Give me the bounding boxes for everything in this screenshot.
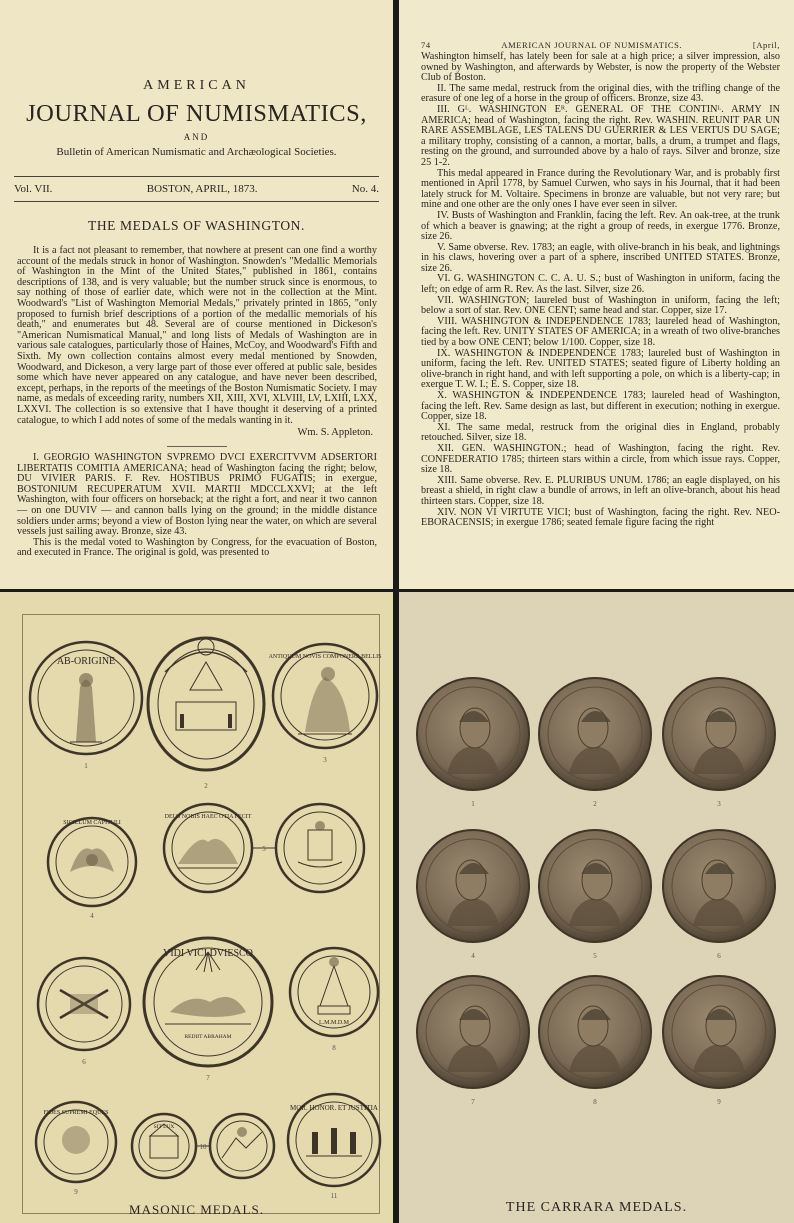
legend-ab-origine: AB-ORIGINE bbox=[56, 656, 116, 667]
paragraph-14: XIV. NON VI VIRTUTE VICI; bust of Washington, facing the right. Rev. NEO-EBORACENSIS; in exergue 1786; seated female figure facing the right bbox=[421, 506, 780, 529]
carrara-number-7: 7 bbox=[471, 1098, 475, 1106]
number-5: 5 bbox=[262, 845, 266, 853]
article-title: THE MEDALS OF WASHINGTON. bbox=[87, 218, 305, 233]
carrara-number-6: 6 bbox=[717, 952, 721, 960]
medal-10b bbox=[210, 1114, 274, 1178]
paragraph-1: II. The same medal, restruck from the original dies, with the trifling change of the erasure of one leg of a horse in the group of officers. Bronze, size 43. bbox=[421, 82, 780, 105]
carrara-medals-plate bbox=[399, 592, 794, 1223]
carrara-number-4: 4 bbox=[471, 952, 475, 960]
carrara-medal-5 bbox=[539, 830, 651, 942]
running-head bbox=[421, 40, 780, 50]
paragraph-7: VII. WASHINGTON; laureled bust of Washington in uniform, facing the left; below a sort of star. Rev. ONE CENT; same head and star. Copper, size 17. bbox=[421, 294, 780, 317]
article-body bbox=[17, 246, 377, 559]
carrara-number-2: 2 bbox=[593, 800, 597, 808]
journal-page-74 bbox=[399, 0, 794, 589]
carrara-medal-3 bbox=[663, 678, 775, 790]
paragraph-5: V. Same obverse. Rev. 1783; an eagle, with olive-branch in his beak, and lightnings in his claws, hovering over a part of a sphere, inscribed UNITED STATES. Bronze, size 26. bbox=[421, 241, 780, 274]
page-number: 74 bbox=[421, 40, 431, 50]
paragraph-10: X. WASHINGTON & INDEPENDENCE 1783; laureled head of Washington, facing the left. Rev. Same design as last, but different in execution; nothing in exergue. Copper, size 18. bbox=[421, 390, 780, 423]
paragraph-11: XI. The same medal, restruck from the original dies in England, probably retouched. Silver, size 18. bbox=[421, 421, 780, 444]
legend-antiquum: ANTIQUUM NOVIS COMPONERE BELLIS bbox=[268, 654, 382, 660]
carrara-number-3: 3 bbox=[717, 800, 721, 808]
issue-line bbox=[14, 183, 379, 195]
number-8: 8 bbox=[332, 1044, 336, 1052]
intro-paragraph: It is a fact not pleasant to remember, that nowhere at present can one find a worthy account of the medals struck in honor of Washington. Snowden's "Medallic Memorials of Washington in the Mint of the United States," published in 1861, contains descriptions of 138, and is very valuable; but the number struck since is enormous, to say nothing of those of earlier date, which were not in the collection at the Mint. Woodward's "List of Washington Memorial Medals," privately printed in 1865, "only proposed to furnish brief descriptions of a portion of the medallic memorials of his death," and enumerates but 48. Several are of course mentioned in Dickeson's "American Numismatical Manual," and long lists of Medals of Washington are in various sale catalogues, particularly those of Haines, McCoy, and Woodward's Fifth and Sixth. My own collection contains almost every medal mentioned by Snowden, Woodward, and Dickeson, a very large part of those ever offered at public sale, besides some which have never appeared on any catalogue, and have never been described, except, perhaps, in the reports of the meetings of the Boston Numismatic Society. I may name, as medals of exceeding rarity, numbers XII, XIII, XVI, XLVIII, LV, LXIII, LXX, LXXVI. The collection is so extensive that I have thought it deserving of a printed catalogue, to which I add notes of some of the medals wanting in it. bbox=[17, 245, 377, 426]
number-11: 11 bbox=[330, 1192, 338, 1200]
carrara-medal-1 bbox=[417, 678, 529, 790]
carrara-number-5: 5 bbox=[593, 952, 597, 960]
paragraph-3: This medal appeared in France during the Revolutionary War, and is probably first mentioned in April 1778, by Samuel Curwen, who says in his Journal, that it had been lately struck for M. Voltaire. Specimens in bronze are valuable, but not very rare; but mine and one other are the only ones I have ever seen in silver. bbox=[421, 167, 780, 211]
divider bbox=[14, 176, 379, 177]
short-rule bbox=[167, 446, 227, 447]
running-head-right: [April, bbox=[752, 40, 780, 50]
carrara-number-8: 8 bbox=[593, 1098, 597, 1106]
legend-fides: FIDES SUPREMI EQUES bbox=[43, 1110, 109, 1116]
place-date: BOSTON, APRIL, 1873. bbox=[146, 183, 258, 195]
paragraph-12: XII. GEN. WASHINGTON.; head of Washington, facing the right. Rev. CONFEDERATIO 1785; thirteen stars within a circle, from which issue rays. Copper, size 18. bbox=[421, 442, 780, 476]
carrara-medal-6 bbox=[663, 830, 775, 942]
paragraph-6: VI. G. WASHINGTON C. C. A. U. S.; bust of Washington in uniform, facing the left; on edge of arm R. Rev. As the last. Silver, size 26. bbox=[421, 273, 780, 296]
item-I-continued: This is the medal voted to Washington by Congress, for the evacuation of Boston, and executed in France. The original is gold, was presented to bbox=[17, 536, 377, 559]
medal-7-left bbox=[38, 958, 130, 1050]
carrara-medal-4 bbox=[417, 830, 529, 942]
volume: Vol. VII. bbox=[14, 183, 53, 195]
legend-mor-honor: MOR. HONOR. ET JUSTITIA bbox=[290, 1104, 378, 1112]
issue-number: No. 4. bbox=[351, 183, 379, 195]
medal-4 bbox=[48, 818, 136, 906]
carrara-medals-drawing bbox=[399, 592, 794, 1223]
paragraph-4: IV. Busts of Washington and Franklin, facing the left. Rev. An oak-tree, at the trunk of which a beaver is gnawing; at the right a group of reeds, in exergue 1776. Bronze, size 26. bbox=[421, 209, 780, 243]
signature: Wm. S. Appleton. bbox=[297, 427, 373, 439]
masonic-medals-drawing bbox=[0, 592, 393, 1223]
legend-sit-lux: SIT LUX bbox=[153, 1124, 175, 1130]
masonic-caption: MASONIC MEDALS. bbox=[129, 1202, 264, 1217]
carrara-number-9: 9 bbox=[717, 1098, 721, 1106]
legend-sigillum: SIGILLUM CAPITULI bbox=[63, 820, 121, 826]
carrara-medal-2 bbox=[539, 678, 651, 790]
number-3: 3 bbox=[323, 756, 327, 764]
medal-7-exergue: REDIIT ABRAHAM bbox=[184, 1034, 232, 1040]
journal-front-page bbox=[0, 0, 393, 589]
paragraph-9: IX. WASHINGTON & INDEPENDENCE 1783; laureled bust of Washington in uniform, facing the left. Rev. UNITED STATES; seated figure of Liberty holding an olive-branch in right hand, and with left supporting a pole, on which is a liberty-cap; in exergue T. W. I.; E. S. Copper, size 18. bbox=[421, 347, 780, 391]
carrara-number-1: 1 bbox=[471, 800, 475, 808]
number-10: 10 bbox=[199, 1143, 207, 1151]
carrara-medal-9 bbox=[663, 976, 775, 1088]
divider bbox=[14, 201, 379, 202]
carrara-medal-8 bbox=[539, 976, 651, 1088]
number-7: 7 bbox=[206, 1074, 210, 1082]
masthead-subtitle: Bulletin of American Numismatic and Archæological Societies. bbox=[56, 146, 337, 158]
running-head-title: AMERICAN JOURNAL OF NUMISMATICS. bbox=[501, 40, 683, 50]
number-6: 6 bbox=[82, 1058, 86, 1066]
item-I: I. GEORGIO WASHINGTON SVPREMO DVCI EXERCITVVM ADSERTORI LIBERTATIS COMITIA AMERICANA; head of Washington facing the right; below, DU VIVIER PARIS. F. Rev. HOSTIBUS PRIMO FUGATIS; in exergue, BOSTONIUM RECUPERATUM XVII. MARTII MDCCLXXVI; at the left Washington, with four officers on horseback; at the right a fort, and near it two cannon — on one DUVIV — and cannon balls lying on the ground; in the middle distance soldiers under arms; beyond a view of Boston lying near the water, on which are several vessels just sailing away. Bronze, size 43. bbox=[17, 452, 377, 538]
masonic-medals-plate bbox=[0, 592, 393, 1223]
paragraph-0: Washington himself, has lately been for sale at a high price; a silver impression, also owned by Washington, and afterwards by Webster, is now the property of the Webster Club of Boston. bbox=[421, 51, 780, 84]
masthead-line1: AMERICAN bbox=[143, 78, 250, 93]
legend-vidi: VIDI VICI DVIESCO bbox=[163, 948, 253, 959]
number-9: 9 bbox=[74, 1188, 78, 1196]
number-1: 1 bbox=[84, 762, 88, 770]
number-4: 4 bbox=[90, 912, 94, 920]
carrara-caption: THE CARRARA MEDALS. bbox=[505, 1200, 688, 1215]
number-2: 2 bbox=[204, 782, 208, 790]
medal-2 bbox=[148, 638, 264, 770]
paragraph-8: VIII. WASHINGTON & INDEPENDENCE 1783; laureled head of Washington, facing the left. Rev. UNITY STATES OF AMERICA; in a wreath of two olive-branches tied by a bow ONE CENT; below 1/100. Copper, size 18. bbox=[421, 315, 780, 349]
carrara-medal-7 bbox=[417, 976, 529, 1088]
page-body bbox=[421, 52, 780, 529]
paragraph-13: XIII. Same obverse. Rev. E. PLURIBUS UNUM. 1786; an eagle displayed, on his breast a shield, in right claw a bundle of arrows, in left an olive-branch, about his head thirteen stars. Copper, size 18. bbox=[421, 474, 780, 507]
legend-deus: DEUS NOBIS HAEC OTIA FECIT bbox=[164, 814, 252, 820]
masthead-and: AND bbox=[183, 132, 210, 142]
medal-6 bbox=[276, 804, 364, 892]
paragraph-2: III. Gᴸ. WASHINGTON Eᴿ. GENERAL OF THE CONTINᴸ. ARMY IN AMERICA; head of Washington, facing the right. Rev. WASHIN. REUNIT PAR UN RARE ASSEMBLAGE, LES TALENS DU GUERRIER & LES VERTUS DU SAGE; a military trophy, consisting of a cannon, a mortar, balls, a drum, a trumpet and flags, resting on the ground, and surrounded above by a halo of rays. Silver and bronze, size 25 1-2. bbox=[421, 103, 780, 168]
medal-8-inscription: L.M.M.D.M bbox=[318, 1020, 350, 1026]
masthead-title: JOURNAL OF NUMISMATICS, bbox=[26, 100, 367, 127]
